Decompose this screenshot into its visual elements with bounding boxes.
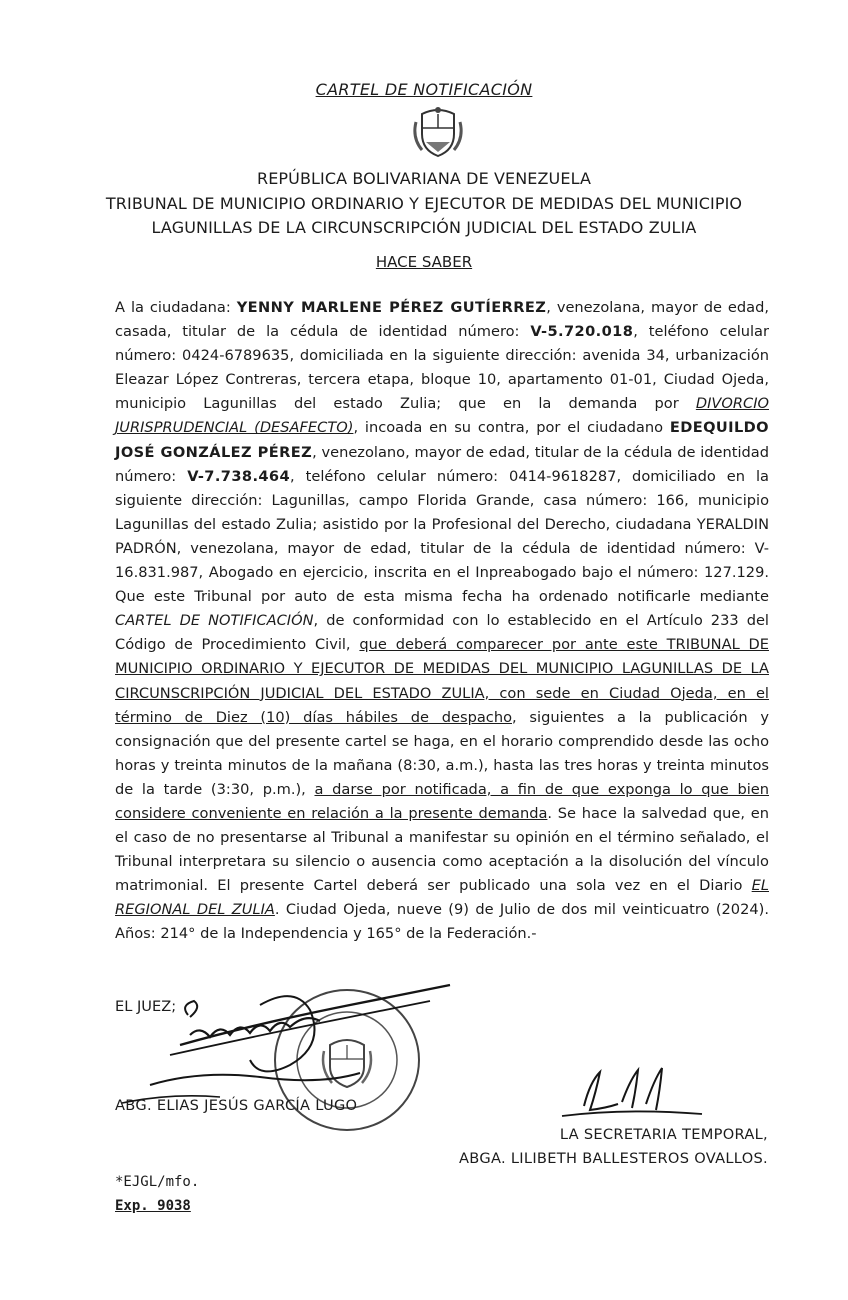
coat-of-arms-icon: [408, 104, 468, 160]
reference-block: [115, 1170, 199, 1218]
secretary-name: ABGA. LILIBETH BALLESTEROS OVALLOS.: [459, 1150, 768, 1167]
notice-body: A la ciudadana: YENNY MARLENE PÉREZ GUTÍERREZ, venezolana, mayor de edad, casada, titular de la cédula de identidad número: V-5.720.018, teléfono celular número: 0424-6789635, domiciliada en la siguiente dirección: avenida 34, urbanización Eleazar López Contreras, tercera etapa, bloque 10, apartamento 01-01, Ciudad Ojeda, municipio Lagunillas del estado Zulia; que en la demanda por DIVORCIO JURISPRUDENCIAL (DESAFECTO), incoada en su contra, por el ciudadano EDEQUILDO JOSÉ GONZÁLEZ PÉREZ, venezolano, mayor de edad, titular de la cédula de identidad número: V-7.738.464, teléfono celular número: 0414-9618287, domiciliado en la siguiente dirección: Lagunillas, campo Florida Grande, casa número: 166, municipio Lagunillas del estado Zulia; asistido por la Profesional del Derecho, ciudadana YERALDIN PADRÓN, venezolana, mayor de edad, titular de la cédula de identidad número: V-16.831.987, Abogado en ejercicio, inscrita en el Inpreabogado bajo el número: 127.129. Que este Tribunal por auto de esta misma fecha ha ordenado notificarle mediante CARTEL DE NOTIFICACIÓN, de conformidad con lo establecido en el Artículo 233 del Código de Procedimiento Civil, que deberá comparecer por ante este TRIBUNAL DE MUNICIPIO ORDINARIO Y EJECUTOR DE MEDIDAS DEL MUNICIPIO LAGUNILLAS DE LA CIRCUNSCRIPCIÓN JUDICIAL DEL ESTADO ZULIA, con sede en Ciudad Ojeda, en el término de Diez (10) días hábiles de despacho, siguientes a la publicación y consignación que del presente cartel se haga, en el horario comprendido desde las ocho horas y treinta minutos de la mañana (8:30, a.m.), hasta las tres horas y treinta minutos de la tarde (3:30, p.m.), a darse por notificada, a fin de que exponga lo que bien considere conveniente en relación a la presente demanda. Se hace la salvedad que, en el caso de no presentarse al Tribunal a manifestar su opinión en el término señalado, el Tribunal interpretara su silencio o ausencia como aceptación a la disolución del vínculo matrimonial. El presente Cartel deberá ser publicado una sola vez en el Diario EL REGIONAL DEL ZULIA. Ciudad Ojeda, nueve (9) de Julio de dos mil veinticuatro (2024). Años: 214° de la Independencia y 165° de la Federación.-: [115, 299, 770, 943]
secretary-title: LA SECRETARIA TEMPORAL,: [559, 1126, 768, 1143]
initials: *EJGL/mfo.: [115, 1174, 200, 1190]
header-line-country: REPÚBLICA BOLIVARIANA DE VENEZUELA: [256, 169, 592, 188]
court-header: [0, 167, 848, 241]
defendant-id: V-5.720.018: [530, 323, 634, 341]
secretary-signature: [556, 1062, 706, 1124]
judge-signature: [110, 965, 470, 1115]
case-type: DIVORCIO JURISPRUDENCIAL (DESAFECTO): [115, 395, 769, 437]
appearance-clause: que deberá comparecer por ante este TRIBUNAL DE MUNICIPIO ORDINARIO Y EJECUTOR DE MEDIDAS DEL MUNICIPIO LAGUNILLAS DE LA CIRCUNSCRIPCIÓN JUDICIAL DEL ESTADO ZULIA, con sede en Ciudad Ojeda, en el término de Diez (10) días hábiles de despacho: [115, 636, 769, 726]
hace-saber-heading: HACE SABER: [375, 253, 473, 271]
cartel-reference: CARTEL DE NOTIFICACIÓN: [115, 612, 314, 630]
secretary-block: [459, 1123, 768, 1171]
document-title: CARTEL DE NOTIFICACIÓN: [315, 80, 533, 99]
newspaper-name: EL REGIONAL DEL ZULIA: [115, 877, 769, 919]
judge-label: EL JUEZ;: [115, 998, 177, 1015]
notification-clause: a darse por notificada, a fin de que exponga lo que bien considere conveniente en relación a la presente demanda: [115, 780, 769, 822]
judge-name: ABG. ELIAS JESÚS GARCÍA LUGO: [115, 1097, 358, 1114]
case-number: Exp. 9038: [115, 1198, 191, 1214]
plaintiff-id: V-7.738.464: [187, 467, 291, 485]
header-line-court: TRIBUNAL DE MUNICIPIO ORDINARIO Y EJECUTOR DE MEDIDAS DEL MUNICIPIO: [105, 193, 743, 213]
defendant-name: YENNY MARLENE PÉREZ GUTÍERREZ: [236, 299, 547, 316]
header-line-jurisdiction: LAGUNILLAS DE LA CIRCUNSCRIPCIÓN JUDICIAL DEL ESTADO ZULIA: [151, 218, 697, 237]
plaintiff-name: EDEQUILDO JOSÉ GONZÁLEZ PÉREZ: [115, 419, 769, 461]
